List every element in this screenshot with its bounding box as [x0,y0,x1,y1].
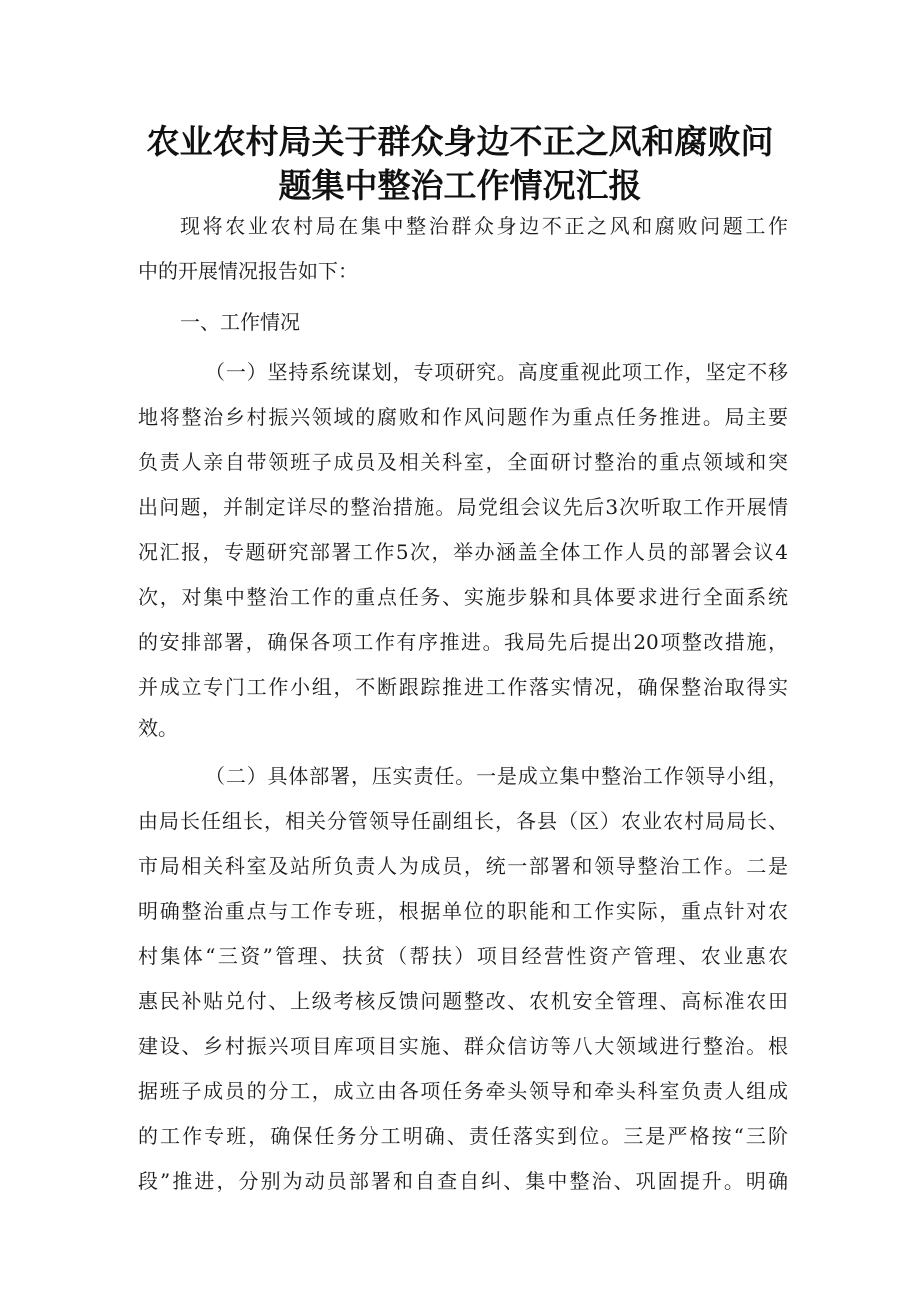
paragraph-2-line: 的工作专班，确保任务分工明确、责任落实到位。三是严格按“三阶 [138,1124,788,1148]
paragraph-2-line: 建设、乡村振兴项目库项目实施、群众信访等八大领域进行整治。根 [138,1034,788,1058]
document-title-line-2: 题集中整治工作情况汇报 [278,166,642,205]
paragraph-2-line: 惠民补贴兑付、上级考核反馈问题整改、农机安全管理、高标准农田 [138,989,788,1013]
paragraph-1-line: 的安排部署，确保各项工作有序推进。我局先后提出20项整改措施， [138,630,788,654]
paragraph-2-line: 由局长任组长，相关分管领导任副组长，各县（区）农业农村局局长、 [138,809,788,833]
document-title-line-1: 农业农村局关于群众身边不正之风和腐败问 [146,122,774,161]
paragraph-1-line: 出问题，并制定详尽的整治措施。局党组会议先后3次听取工作开展情 [138,495,788,519]
paragraph-1-line: 并成立专门工作小组，不断跟踪推进工作落实情况，确保整治取得实 [138,675,788,699]
intro-line: 现将农业农村局在集中整治群众身边不正之风和腐败问题工作 [180,214,788,238]
section-heading: 一、工作情况 [180,310,300,334]
paragraph-1-line: 况汇报，专题研究部署工作5次，举办涵盖全体工作人员的部署会议4 [138,540,788,564]
paragraph-1-line: 负责人亲自带领班子成员及相关科室，全面研讨整治的重点领域和突 [138,450,788,474]
paragraph-2-line: 据班子成员的分工，成立由各项任务牵头领导和牵头科室负责人组成 [138,1079,788,1103]
paragraph-2-line: 村集体“三资”管理、扶贫（帮扶）项目经营性资产管理、农业惠农 [138,944,788,968]
paragraph-2-line: （二）具体部署，压实责任。一是成立集中整治工作领导小组， [205,764,788,788]
paragraph-2-line: 明确整治重点与工作专班，根据单位的职能和工作实际，重点针对农 [138,899,788,923]
paragraph-1-line: 效。 [138,716,178,740]
paragraph-2-line: 段”推进，分别为动员部署和自查自纠、集中整治、巩固提升。明确 [138,1169,788,1193]
paragraph-1-line: 次，对集中整治工作的重点任务、实施步躲和具体要求进行全面系统 [138,585,788,609]
paragraph-1-line: （一）坚持系统谋划，专项研究。高度重视此项工作，坚定不移 [205,360,788,384]
intro-line: 中的开展情况报告如下： [138,259,358,283]
paragraph-1-line: 地将整治乡村振兴领域的腐败和作风问题作为重点任务推进。局主要 [138,405,788,429]
paragraph-2-line: 市局相关科室及站所负责人为成员，统一部署和领导整治工作。二是 [138,854,788,878]
